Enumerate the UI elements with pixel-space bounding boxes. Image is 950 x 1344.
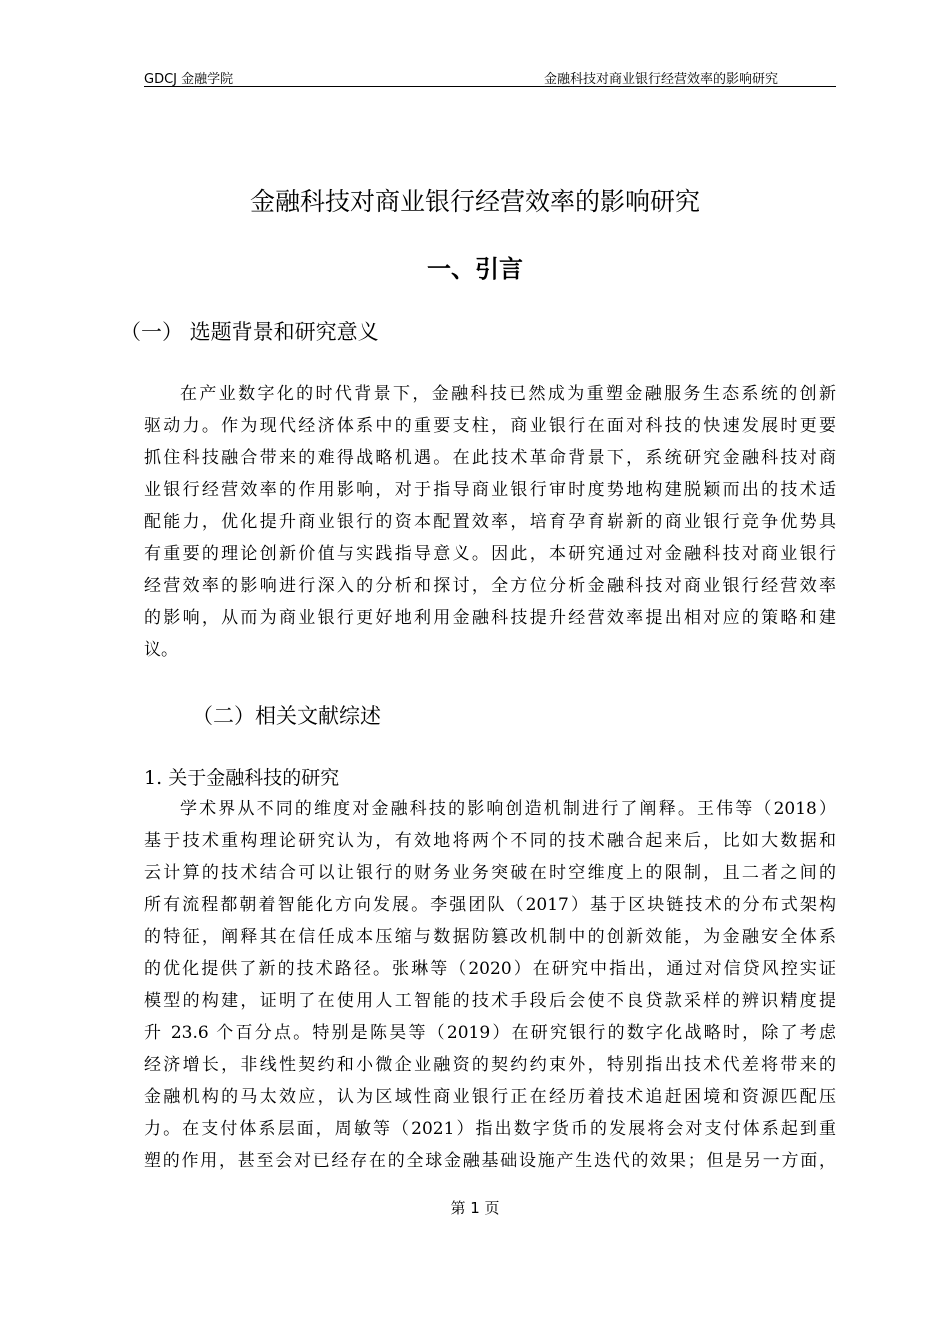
item-heading-fintech-research: [144, 764, 339, 792]
paragraph-line: 抓住科技融合带来的难得战略机遇。在此技术革命背景下，系统研究金融科技对商: [144, 448, 836, 468]
paragraph-line: 经济增长，非线性契约和小微企业融资的契约约束外，特别指出技术代差将带来的: [144, 1055, 836, 1075]
item-heading-text: 关于金融科技的研究: [168, 767, 340, 789]
paragraph-line: 升 23.6 个百分点。特别是陈昊等（2019）在研究银行的数字化战略时，除了考虑: [144, 1023, 836, 1043]
paragraph-line: 塑的作用，甚至会对已经存在的全球金融基础设施产生迭代的效果；但是另一方面，: [144, 1151, 836, 1171]
paragraph-line: 学术界从不同的维度对金融科技的影响创造机制进行了阐释。王伟等（2018）: [180, 799, 836, 819]
paragraph-line: 基于技术重构理论研究认为，有效地将两个不同的技术融合起来后，比如大数据和: [144, 831, 836, 851]
paragraph-line: 云计算的技术结合可以让银行的财务业务突破在时空维度上的限制，且二者之间的: [144, 863, 836, 883]
paragraph-line: 配能力，优化提升商业银行的资本配置效率，培育孕育崭新的商业银行竞争优势具: [144, 512, 836, 532]
paragraph-line: 的优化提供了新的技术路径。张琳等（2020）在研究中指出，通过对信贷风控实证: [144, 959, 836, 979]
paragraph-line: 议。: [144, 640, 178, 660]
paragraph-line: 的特征，阐释其在信任成本压缩与数据防篡改机制中的创新效能，为金融安全体系: [144, 927, 836, 947]
paragraph-line: 的影响，从而为商业银行更好地利用金融科技提升经营效率提出相对应的策略和建: [144, 608, 836, 628]
paragraph-background: [144, 378, 836, 666]
page-header: [144, 66, 836, 87]
paragraph-fintech-research: [144, 793, 836, 1177]
paragraph-line: 金融机构的马太效应，认为区域性商业银行正在经历着技术追赶困境和资源匹配压: [144, 1087, 836, 1107]
paragraph-line: 经营效率的影响进行深入的分析和探讨，全方位分析金融科技对商业银行经营效率: [144, 576, 836, 596]
paragraph-line: 在产业数字化的时代背景下，金融科技已然成为重塑金融服务生态系统的创新: [180, 384, 836, 404]
paragraph-line: 所有流程都朝着智能化方向发展。李强团队（2017）基于区块链技术的分布式架构: [144, 895, 836, 915]
header-right-text: 金融科技对商业银行经营效率的影响研究: [543, 72, 778, 87]
paragraph-line: 有重要的理论创新价值与实践指导意义。因此，本研究通过对金融科技对商业银行: [144, 544, 836, 564]
document-title: 金融科技对商业银行经营效率的影响研究: [249, 187, 700, 216]
section-heading-introduction: 一、引言: [427, 255, 523, 283]
item-number: 1.: [144, 767, 163, 789]
paragraph-line: 业银行经营效率的作用影响，对于指导商业银行审时度势地构建脱颖而出的技术适: [144, 480, 836, 500]
paragraph-line: 模型的构建，证明了在使用人工智能的技术手段后会使不良贷款采样的辨识精度提: [144, 991, 836, 1011]
paragraph-line: 驱动力。作为现代经济体系中的重要支柱，商业银行在面对科技的快速发展时更要: [144, 416, 836, 436]
paragraph-line: 力。在支付体系层面，周敏等（2021）指出数字货币的发展将会对支付体系起到重: [144, 1119, 836, 1139]
header-left-text: GDCJ 金融学院: [144, 72, 234, 87]
subsection-heading-background: （一） 选题背景和研究意义: [120, 320, 379, 344]
page-number: 第 1 页: [450, 1199, 500, 1217]
subsection-heading-literature: （二）相关文献综述: [192, 704, 381, 728]
